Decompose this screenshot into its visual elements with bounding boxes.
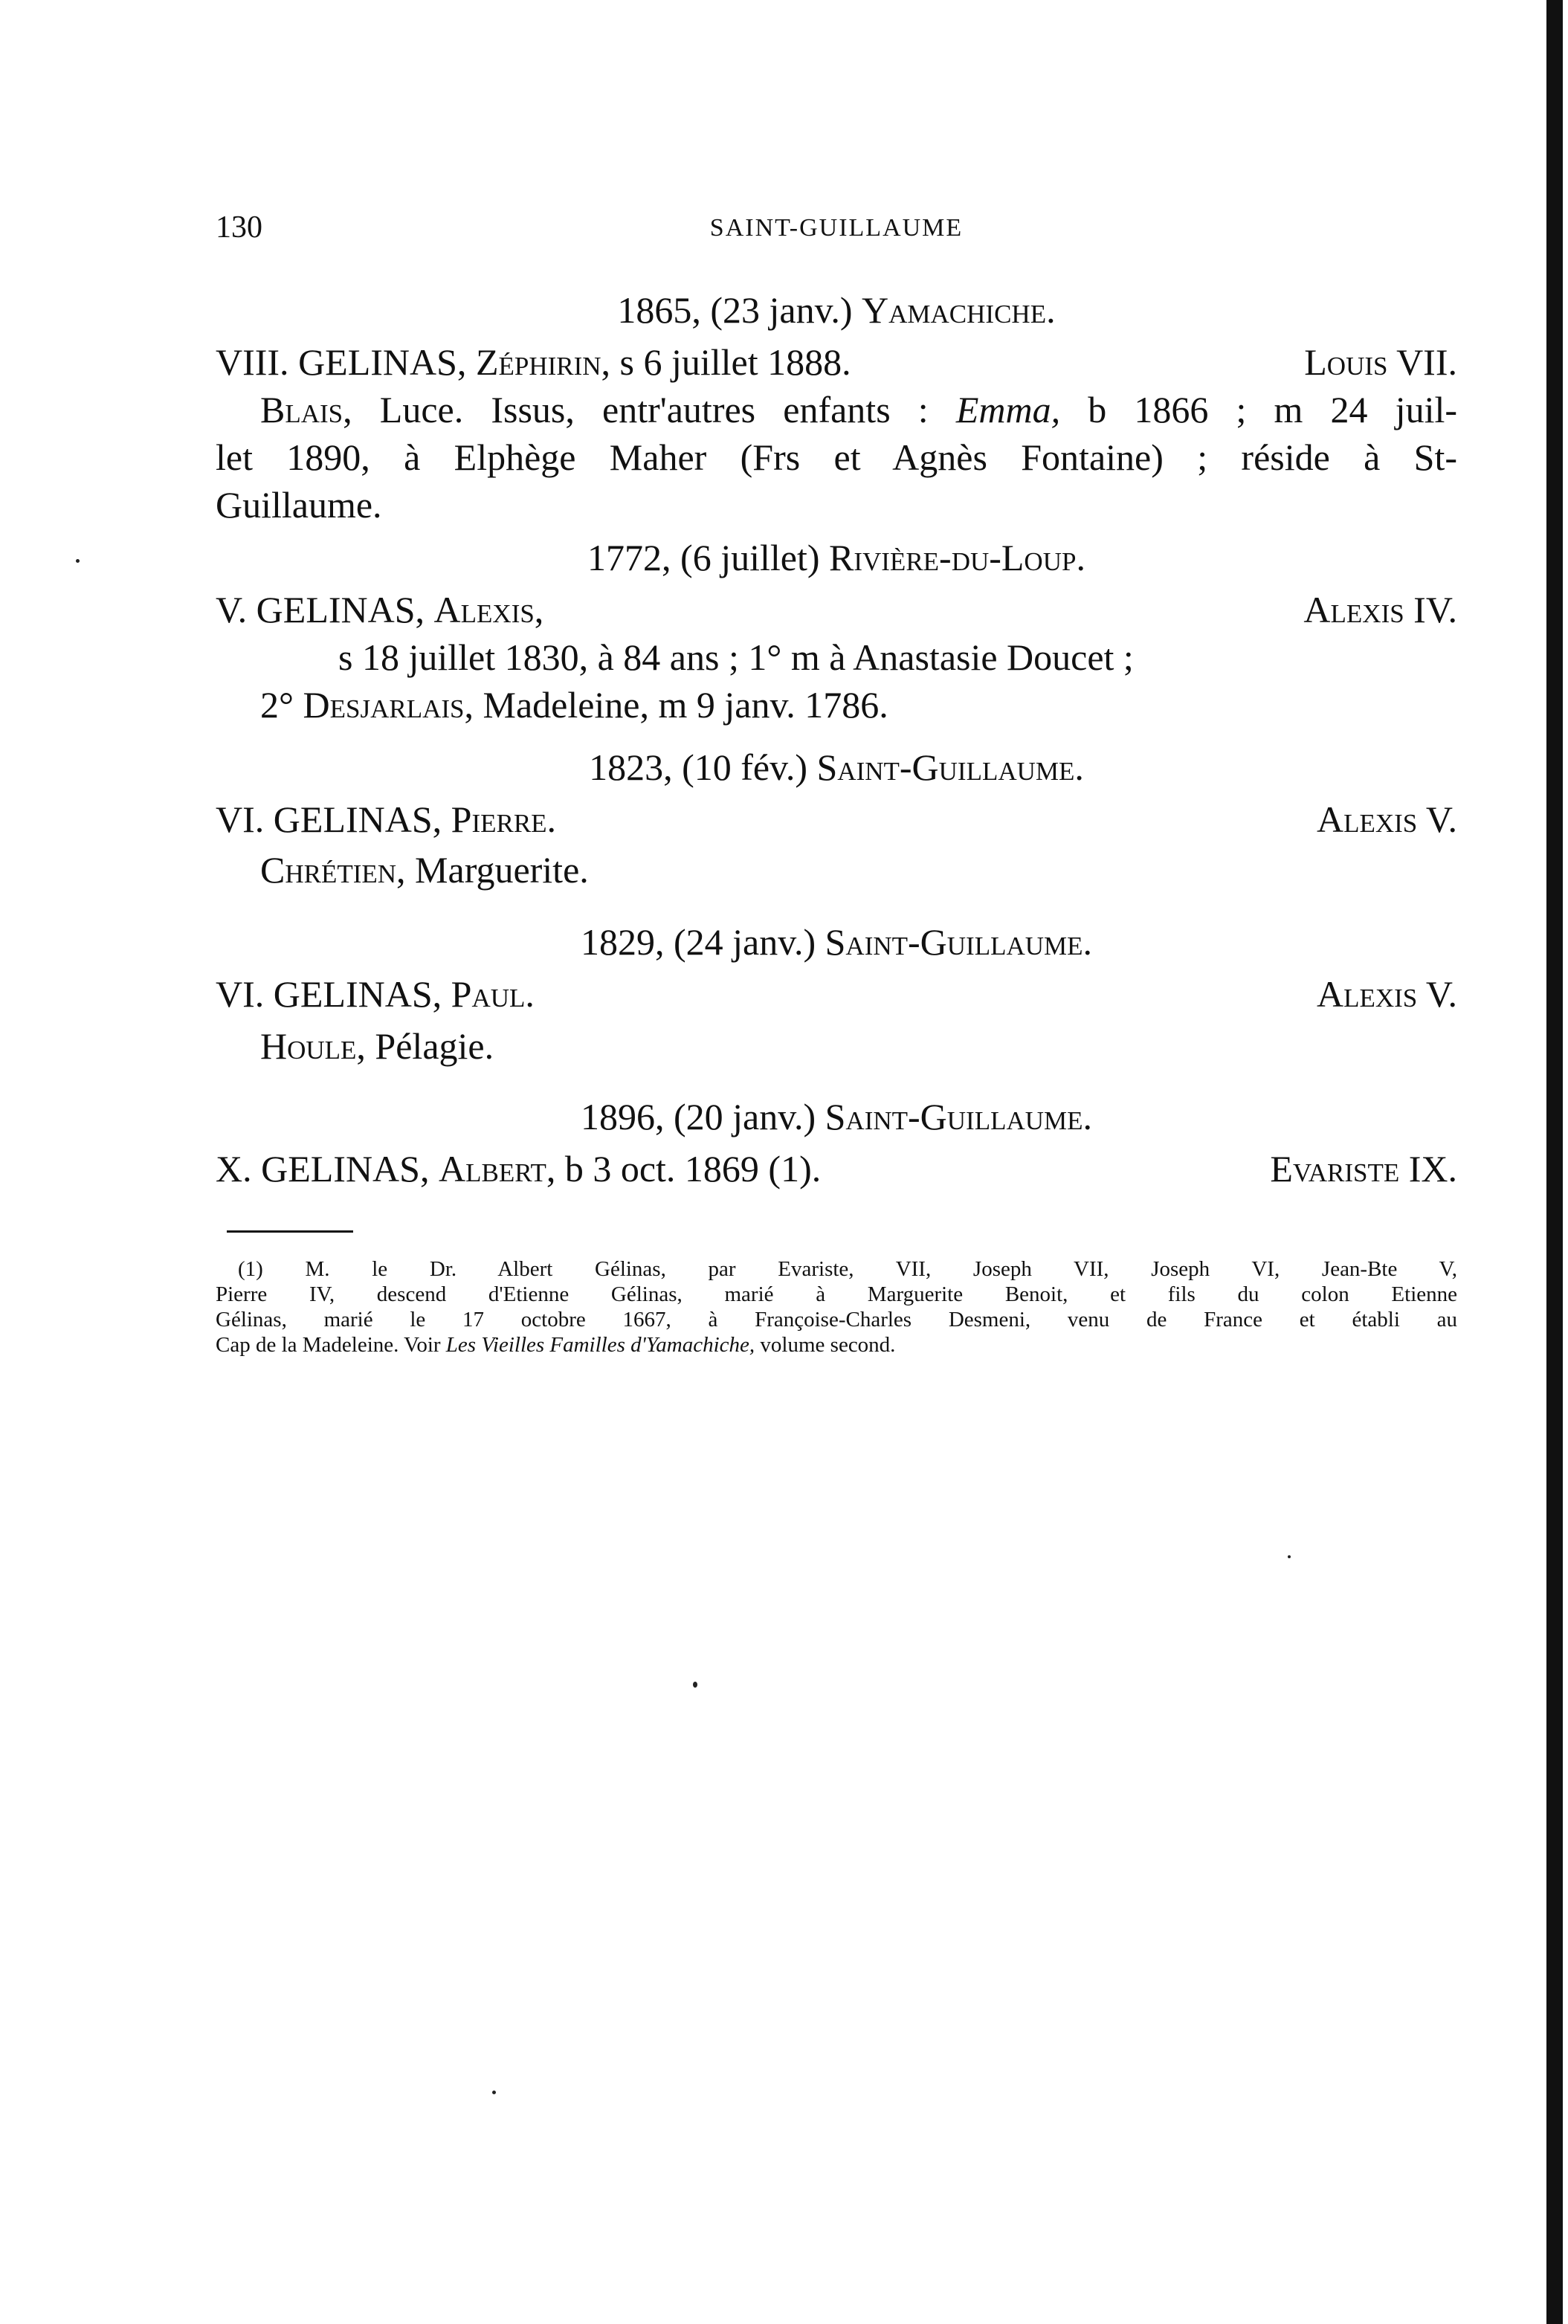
entry-given-name: Alexis, bbox=[433, 589, 544, 630]
entry-numeral: VI. bbox=[216, 798, 265, 840]
entry-date: 1865, (23 janv.) bbox=[617, 289, 853, 331]
entry-numeral: V. bbox=[216, 589, 248, 630]
entry-surname: GELINAS, bbox=[256, 589, 425, 630]
entry-parent: Evariste IX. bbox=[1270, 1148, 1457, 1190]
entry-place: Saint-Guillaume. bbox=[825, 1096, 1093, 1137]
entry-numeral: VI. bbox=[216, 973, 265, 1015]
footnote-text-end: volume second. bbox=[755, 1333, 896, 1357]
page-edge-shadow bbox=[1546, 0, 1563, 2324]
entry-1-body-line-3: Guillaume. bbox=[216, 484, 382, 526]
entry-numeral: VIII. bbox=[216, 341, 289, 383]
entry-date: 1772, (6 juillet) bbox=[587, 537, 820, 578]
entry-heading-tail: b 3 oct. 1869 (1). bbox=[555, 1148, 822, 1190]
entry-given-name: Pierre. bbox=[451, 798, 557, 840]
entry-parent: Louis VII. bbox=[1304, 341, 1457, 383]
entry-place: Saint-Guillaume. bbox=[816, 746, 1084, 788]
entry-2-body-line-1: s 18 juillet 1830, à 84 ans ; 1° m à Anastasie Doucet ; bbox=[338, 636, 1134, 678]
entry-heading-tail: s 6 juillet 1888. bbox=[610, 341, 851, 383]
entry-3-heading bbox=[216, 795, 1457, 843]
entry-surname: GELINAS, bbox=[298, 341, 467, 383]
entry-parent: Alexis IV. bbox=[1303, 589, 1457, 630]
entry-1-body-line-2: let 1890, à Elphège Maher (Frs et Agnès Fontaine) ; réside à St- bbox=[216, 436, 1457, 478]
entry-3-body-line-1 bbox=[216, 846, 1457, 894]
spouse-surname: Desjarlais, bbox=[303, 684, 474, 726]
entry-given-name: Zéphirin, bbox=[475, 341, 611, 383]
spouse-surname: Chrétien, bbox=[260, 849, 406, 891]
body-text: Luce. Issus, entr'autres enfants : bbox=[352, 389, 956, 430]
spouse-surname: Houle, bbox=[260, 1025, 366, 1067]
footnote-line-3: Gélinas, marié le 17 octobre 1667, à Françoise-Charles Desmeni, venu de France et établi au bbox=[216, 1308, 1457, 1332]
entry-surname: GELINAS, bbox=[273, 973, 442, 1015]
footnote-book-title: Les Vieilles Familles d'Yamachiche, bbox=[445, 1333, 755, 1357]
scan-speck bbox=[492, 2091, 496, 2094]
entry-place: Rivière-du-Loup. bbox=[829, 537, 1085, 578]
entry-given-name: Paul. bbox=[451, 973, 535, 1015]
body-text: Marguerite. bbox=[405, 849, 589, 891]
entry-1-heading bbox=[216, 338, 1457, 386]
entry-place: Yamachiche. bbox=[862, 289, 1056, 331]
entry-date: 1823, (10 fév.) bbox=[589, 746, 807, 788]
entry-1-body-line-1 bbox=[216, 386, 1457, 433]
body-text-rest: b 1866 ; m 24 juil- bbox=[1060, 389, 1457, 430]
scan-speck bbox=[76, 559, 80, 563]
footnote-line-2: Pierre IV, descend d'Etienne Gélinas, marié à Marguerite Benoit, et fils du colon Etienne bbox=[216, 1282, 1457, 1306]
running-title: SAINT-GUILLAUME bbox=[709, 214, 964, 242]
entry-1-date-line bbox=[216, 286, 1457, 334]
entry-surname: GELINAS, bbox=[273, 798, 442, 840]
entry-given-name: Albert, bbox=[438, 1148, 556, 1190]
entry-2-body-line-2 bbox=[216, 681, 1457, 729]
entry-date: 1829, (24 janv.) bbox=[580, 921, 816, 963]
child-name: Emma, bbox=[955, 389, 1061, 430]
entry-parent: Alexis V. bbox=[1316, 973, 1457, 1015]
body-text: Pélagie. bbox=[365, 1025, 494, 1067]
entry-5-heading bbox=[216, 1145, 1457, 1192]
entry-2-date-line bbox=[216, 534, 1457, 581]
entry-date: 1896, (20 janv.) bbox=[580, 1096, 816, 1137]
ordinal: 2° bbox=[260, 684, 303, 726]
entry-place: Saint-Guillaume. bbox=[825, 921, 1093, 963]
entry-5-date-line bbox=[216, 1093, 1457, 1140]
entry-4-body-line-1 bbox=[216, 1022, 1457, 1070]
footnote-rule bbox=[227, 1230, 353, 1233]
entry-2-heading bbox=[216, 586, 1457, 633]
entry-4-date-line bbox=[216, 918, 1457, 966]
entry-4-heading bbox=[216, 970, 1457, 1018]
spouse-surname: Blais, bbox=[260, 389, 352, 430]
entry-surname: GELINAS, bbox=[261, 1148, 430, 1190]
scan-speck bbox=[1288, 1555, 1291, 1558]
footnote-line-1: (1) M. le Dr. Albert Gélinas, par Evariste, VII, Joseph VII, Joseph VI, Jean-Bte V, bbox=[238, 1257, 1457, 1281]
entry-3-date-line bbox=[216, 743, 1457, 791]
entry-numeral: X. bbox=[216, 1148, 252, 1190]
entry-parent: Alexis V. bbox=[1316, 798, 1457, 840]
scan-speck bbox=[693, 1682, 697, 1688]
page-header bbox=[216, 210, 1457, 247]
page-number: 130 bbox=[216, 210, 262, 245]
footnote-text: Cap de la Madeleine. Voir bbox=[216, 1333, 446, 1357]
body-text: Madeleine, m 9 janv. 1786. bbox=[473, 684, 888, 726]
footnote-line-4 bbox=[216, 1332, 1457, 1358]
